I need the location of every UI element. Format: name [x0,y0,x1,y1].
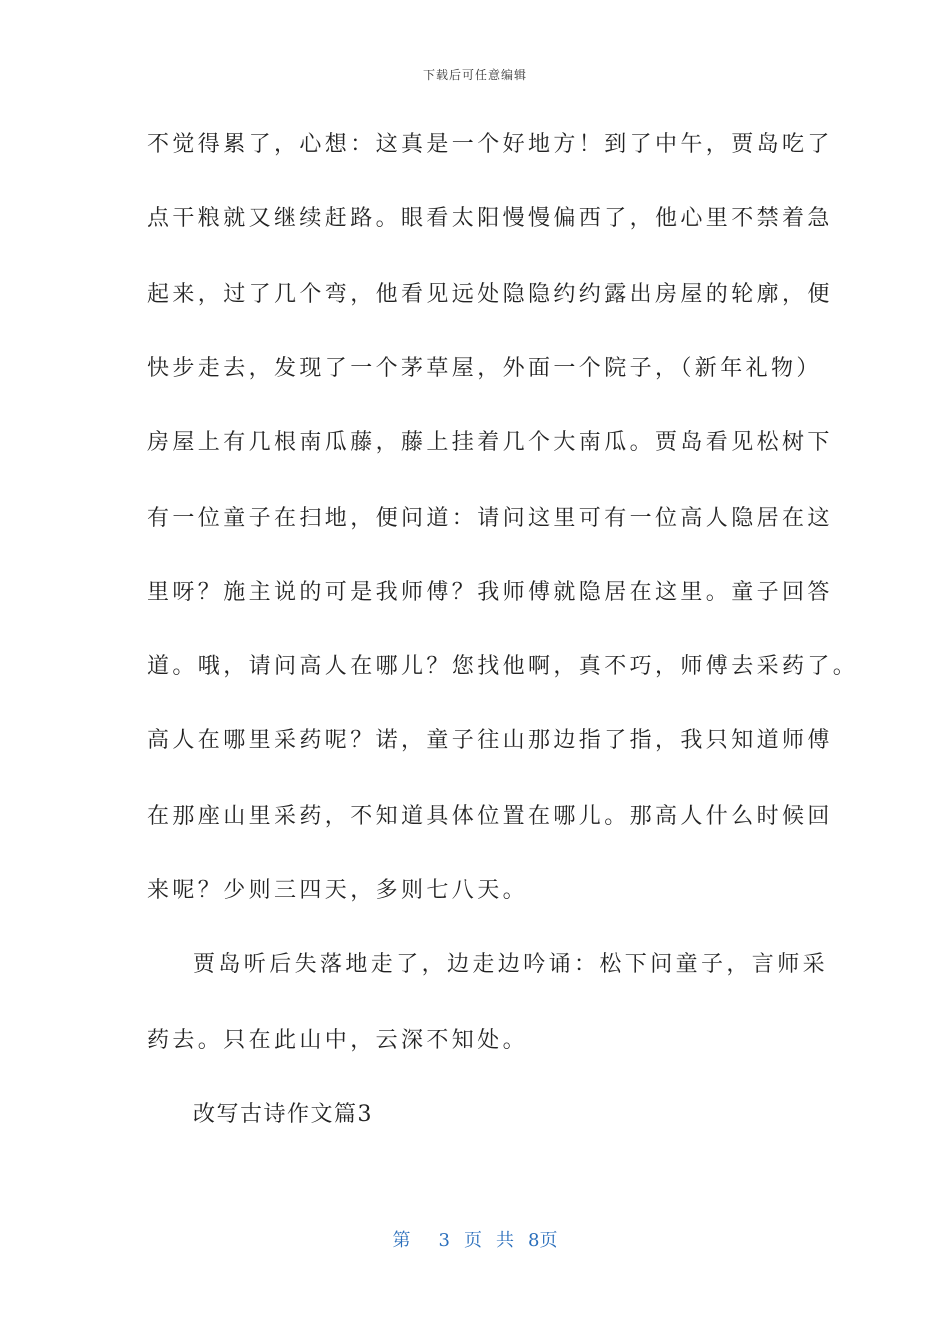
text-line: 道。哦，请问高人在哪儿？您找他啊，真不巧，师傅去采药了。 [147,654,859,679]
text-line: 贾岛听后失落地走了，边走边吟诵：松下问童子，言师采 [193,952,829,977]
text-line: 高人在哪里采药呢？诺，童子往山那边指了指，我只知道师傅 [147,728,833,753]
total-pages: 8页 [528,1230,558,1251]
header-note: 下载后可任意编辑 [422,68,527,82]
text-line: 来呢？少则三四天，多则七八天。 [147,878,529,903]
footer-prefix: 第 [392,1230,411,1251]
text-line: 快步走去，发现了一个茅草屋，外面一个院子，（新年礼物） [147,356,822,381]
footer-total-word: 共 [496,1230,514,1251]
section-heading: 改写古诗作文篇3 [193,1102,373,1127]
footer-page-word: 页 [464,1230,482,1251]
text-line: 药去。只在此山中，云深不知处。 [147,1028,529,1053]
text-line: 起来，过了几个弯，他看见远处隐隐约约露出房屋的轮廓，便 [147,282,833,307]
text-line: 在那座山里采药，不知道具体位置在哪儿。那高人什么时候回 [147,804,833,829]
text-line: 房屋上有几根南瓜藤，藤上挂着几个大南瓜。贾岛看见松树下 [147,430,833,455]
text-line: 里呀？施主说的可是我师傅？我师傅就隐居在这里。童子回答 [147,580,833,605]
page-footer [0,1226,950,1252]
text-line: 有一位童子在扫地，便问道：请问这里可有一位高人隐居在这 [147,506,833,531]
text-line: 不觉得累了，心想：这真是一个好地方！到了中午，贾岛吃了 [147,132,833,157]
text-line: 点干粮就又继续赶路。眼看太阳慢慢偏西了，他心里不禁着急 [147,206,833,231]
current-page-number: 3 [438,1230,450,1251]
